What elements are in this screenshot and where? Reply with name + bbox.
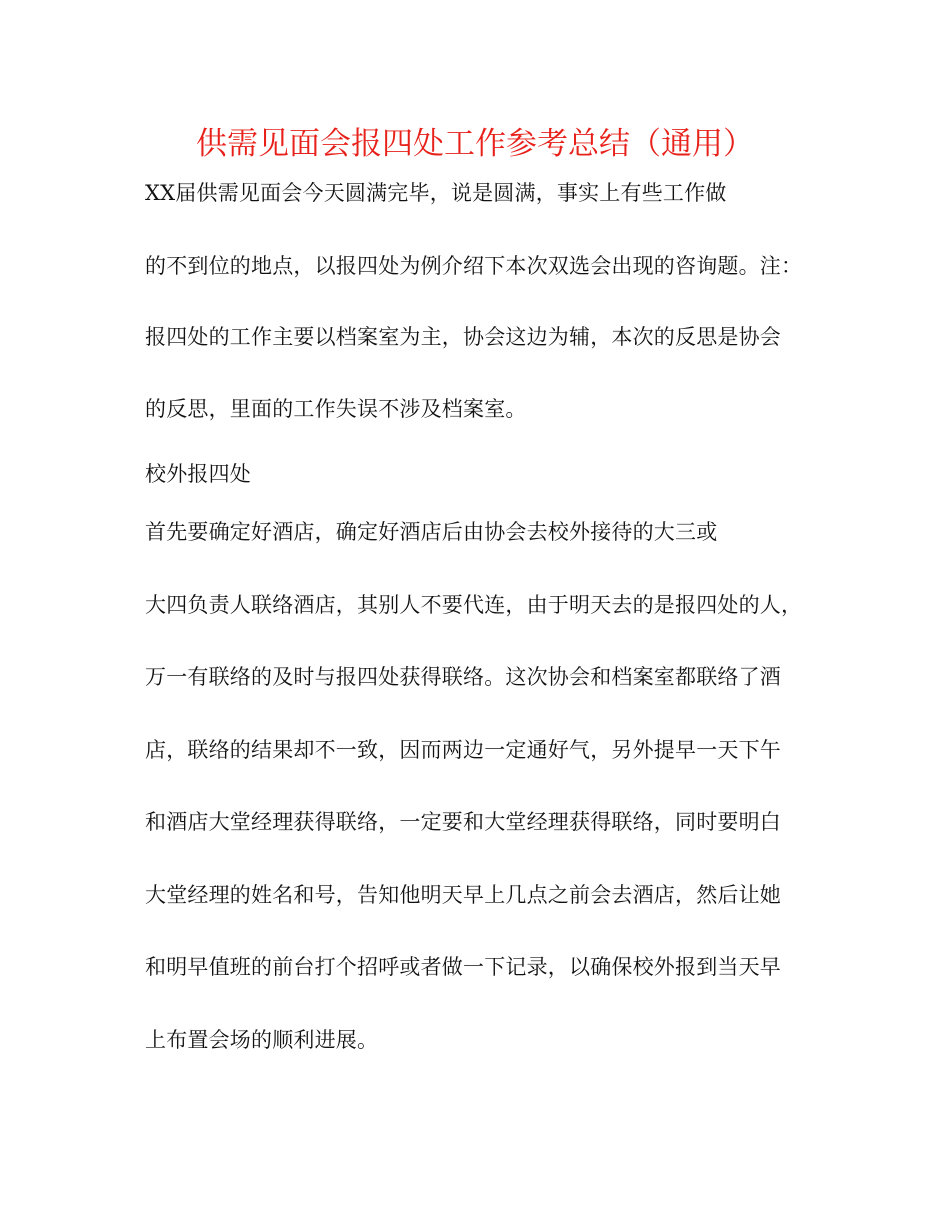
paragraph-line: 和明早值班的前台打个招呼或者做一下记录，以确保校外报到当天早	[145, 955, 781, 979]
paragraph-line: 和酒店大堂经理获得联络，一定要和大堂经理获得联络，同时要明白	[145, 810, 781, 834]
paragraph-line: 店，联络的结果却不一致，因而两边一定通好气，另外提早一天下午	[145, 738, 781, 762]
document-title: 供需见面会报四处工作参考总结（通用）	[196, 126, 754, 162]
paragraph-line: 大四负责人联络酒店，其别人不要代连，由于明天去的是报四处的人，	[145, 593, 803, 617]
paragraph-line: 万一有联络的及时与报四处获得联络。这次协会和档案室都联络了酒	[145, 665, 781, 689]
paragraph-line: 大堂经理的姓名和号，告知他明天早上几点之前会去酒店，然后让她	[145, 883, 781, 907]
paragraph-line: 首先要确定好酒店，确定好酒店后由协会去校外接待的大三或	[145, 520, 718, 544]
paragraph-line: 上布置会场的顺利进展。	[145, 1028, 379, 1052]
paragraph-line: 的反思，里面的工作失误不涉及档案室。	[145, 397, 527, 421]
paragraph-line: XX届供需见面会今天圆满完毕，说是圆满，事实上有些工作做	[145, 181, 727, 205]
section-heading: 校外报四处	[145, 462, 251, 486]
paragraph-line: 的不到位的地点，以报四处为例介绍下本次双选会出现的咨询题。注：	[145, 254, 803, 278]
paragraph-line: 报四处的工作主要以档案室为主，协会这边为辅，本次的反思是协会	[145, 325, 781, 349]
